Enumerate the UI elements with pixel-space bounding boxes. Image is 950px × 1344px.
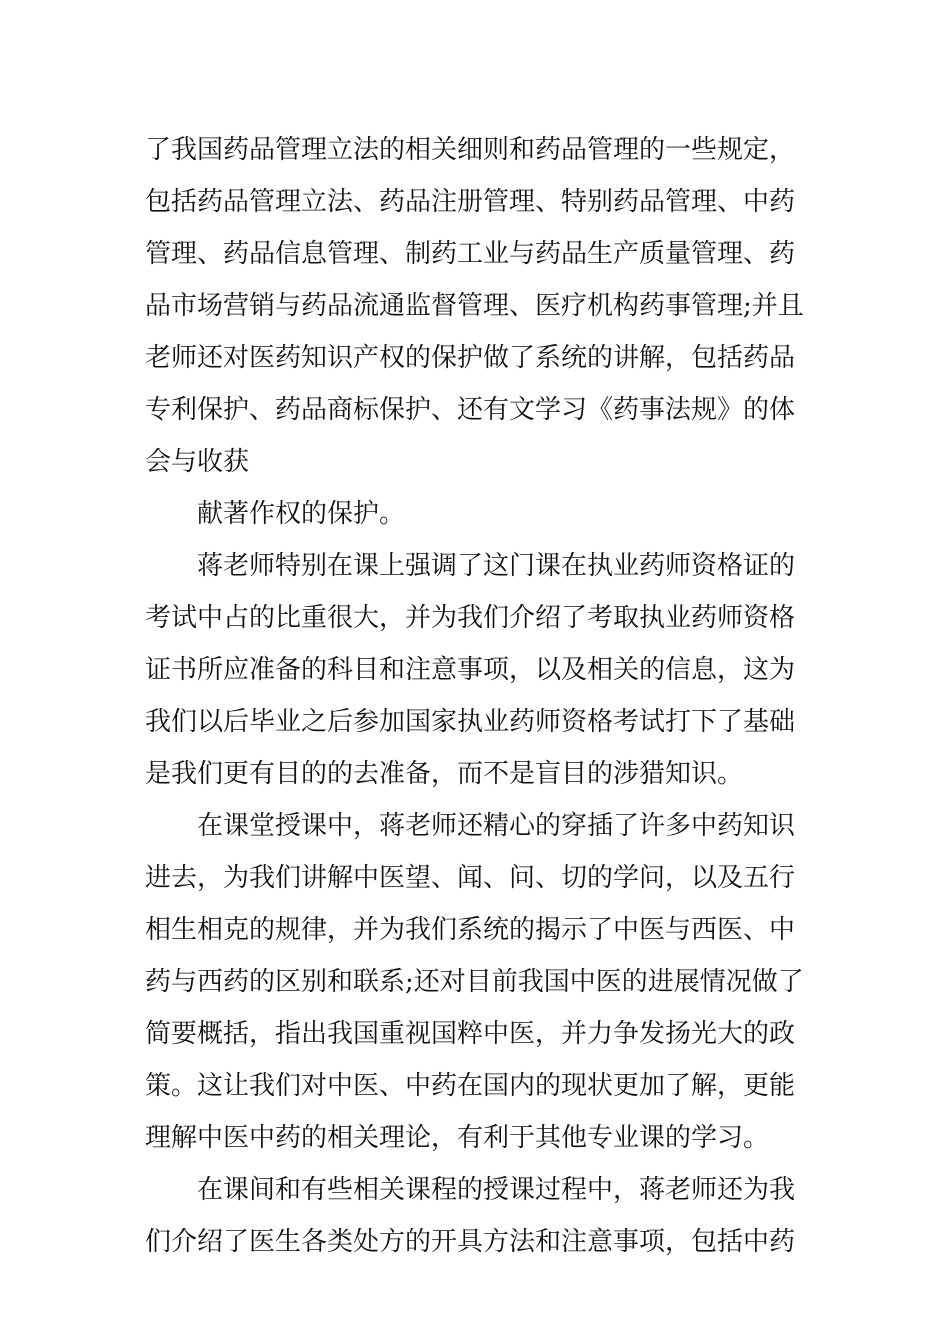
text-line: 会与收获	[145, 447, 250, 477]
text-line: 策。这让我们对中医、中药在国内的现状更加了解，更能	[145, 1071, 796, 1101]
text-line: 相生相克的规律，并为我们系统的揭示了中医与西医、中	[145, 915, 796, 945]
text-line: 理解中医中药的相关理论，有利于其他专业课的学习。	[145, 1123, 770, 1153]
body-text	[145, 124, 810, 1268]
text-line: 包括药品管理立法、药品注册管理、特别药品管理、中药	[145, 187, 796, 217]
text-line: 考试中占的比重很大，并为我们介绍了考取执业药师资格	[145, 603, 796, 633]
text-line: 我们以后毕业之后参加国家执业药师资格考试打下了基础	[145, 707, 796, 737]
text-line: 是我们更有目的的去准备，而不是盲目的涉猎知识。	[145, 759, 744, 789]
text-line: 管理、药品信息管理、制药工业与药品生产质量管理、药	[145, 239, 796, 269]
text-line: 献著作权的保护。	[197, 499, 406, 529]
text-line: 老师还对医药知识产权的保护做了系统的讲解，包括药品	[145, 343, 796, 373]
text-line: 证书所应准备的科目和注意事项，以及相关的信息，这为	[145, 655, 796, 685]
text-line: 药与西药的区别和联系;还对目前我国中医的进展情况做了	[145, 967, 804, 997]
text-line: 了我国药品管理立法的相关细则和药品管理的一些规定，	[145, 135, 796, 165]
text-line: 专利保护、药品商标保护、还有文学习《药事法规》的体	[145, 395, 796, 425]
text-line: 在课间和有些相关课程的授课过程中，蒋老师还为我	[197, 1175, 796, 1205]
text-line: 简要概括，指出我国重视国粹中医，并力争发扬光大的政	[145, 1019, 796, 1049]
text-line: 在课堂授课中，蒋老师还精心的穿插了许多中药知识	[197, 811, 796, 841]
text-line: 蒋老师特别在课上强调了这门课在执业药师资格证的	[197, 551, 796, 581]
text-line: 品市场营销与药品流通监督管理、医疗机构药事管理;并且	[145, 291, 804, 321]
text-line: 进去，为我们讲解中医望、闻、问、切的学问，以及五行	[145, 863, 796, 893]
text-line: 们介绍了医生各类处方的开具方法和注意事项，包括中药	[145, 1227, 796, 1257]
